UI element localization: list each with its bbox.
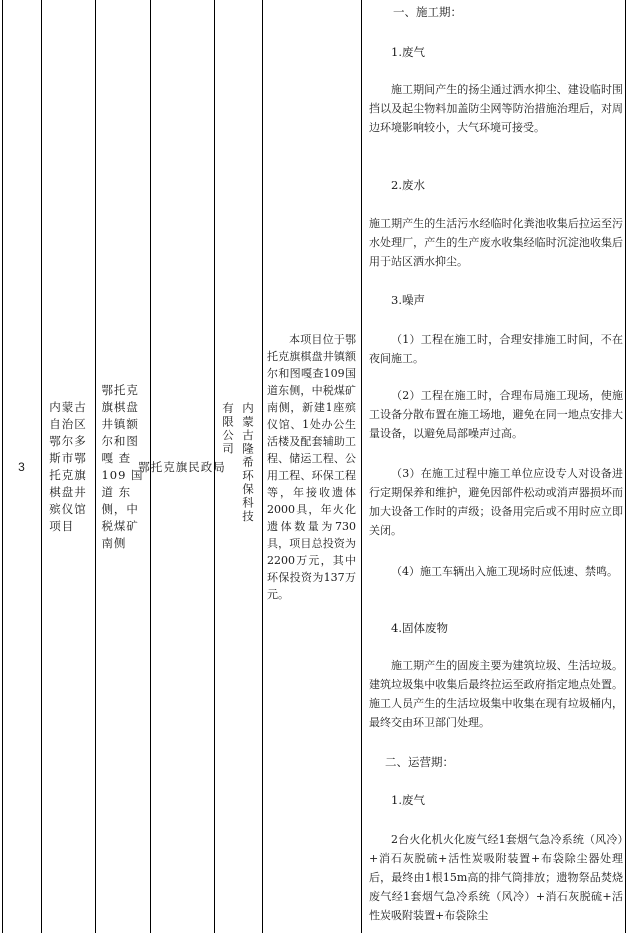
- project-name: 内蒙古 自治区 鄂尔多 斯市鄂 托克旗 棋盘井 殡仪馆 项目: [49, 399, 87, 533]
- operation-waste-gas-title: 1.废气: [391, 793, 425, 807]
- construction-solid-waste-text: 施工期产生的固废主要为建筑垃圾、生活垃圾。建筑垃圾集中收集后最终拉运至政府指定地点处置。施工人员产生的生活垃圾集中收集在现有垃圾桶内，最终交由环卫部门处理。: [369, 659, 623, 729]
- project-overview: 本项目位于鄂托克旗棋盘井镇额尔和图嘎查109国道东侧，中税煤矿南侧，新建1座殡仪馆、1处办公生活楼及配套辅助工程、储运工程、公用工程、环保工程等，年接收遗体2000具，年火化遗体数量为730具，项目总投资为2200万元，其中环保投资为137万元。: [267, 332, 356, 601]
- construction-waste-gas-text: 施工期间产生的扬尘通过洒水抑尘、建设临时围挡以及起尘物料加盖防尘网等防治措施治理后，对周边环境影响较小，大气环境可接受。: [369, 83, 623, 134]
- developer-cell: [138, 0, 226, 933]
- operation-period-heading: 二、运营期：: [385, 755, 454, 769]
- measures-cell: [361, 0, 625, 933]
- developer-name: 鄂托克旗民政局: [138, 459, 226, 474]
- construction-period-heading: 一、施工期：: [393, 5, 462, 19]
- construction-noise-item-1: （1）工程在施工时，合理安排施工时间，不在夜间施工。: [369, 333, 623, 365]
- project-name-cell: [41, 0, 95, 933]
- construction-noise-item-3: （3）在施工过程中施工单位应设专人对设备进行定期保养和维护，避免因部件松动或消声器损坏而加大设备工作时的声级；设备用完后或不用时应立即关闭。: [369, 467, 623, 537]
- project-location: 鄂托克 旗棋盘 井镇额 尔和图 嘎 查 109 国 道 东 侧，中 税煤矿 南侧: [101, 382, 144, 550]
- construction-solid-waste-title: 4.固体废物: [391, 621, 448, 635]
- operation-waste-gas-text: 2台火化机火化废气经1套烟气急冷系统（风冷）+消石灰脱硫+活性炭吸附装置+布袋除尘器处理后，最终由1根15m高的排气筒排放；遗物祭品焚烧废气经1套烟气急冷系统（风冷）+消石灰脱硫+活性炭吸附装置+布袋除尘: [369, 833, 623, 922]
- construction-wastewater-title: 2.废水: [391, 178, 425, 192]
- construction-wastewater-text: 施工期产生的生活污水经临时化粪池收集后拉运至污水处理厂，产生的生产废水收集经临时沉淀池收集后用于站区洒水抑尘。: [369, 217, 623, 268]
- eia-unit-name: 内蒙古隆希环保科技有限公司: [221, 401, 255, 523]
- row-index: 3: [18, 459, 25, 474]
- row-index-cell: [2, 0, 41, 933]
- construction-noise-item-4: （4）施工车辆出入施工现场时应低速、禁鸣。: [391, 565, 618, 578]
- construction-noise-title: 3.噪声: [391, 293, 425, 307]
- overview-cell: [262, 0, 361, 933]
- construction-waste-gas-title: 1.废气: [391, 45, 425, 59]
- eia-unit-cell: [214, 0, 262, 933]
- construction-noise-item-2: （2）工程在施工时，合理布局施工现场，使施工设备分散布置在施工场地，避免在同一地点安排大量设备，以避免局部噪声过高。: [369, 389, 623, 440]
